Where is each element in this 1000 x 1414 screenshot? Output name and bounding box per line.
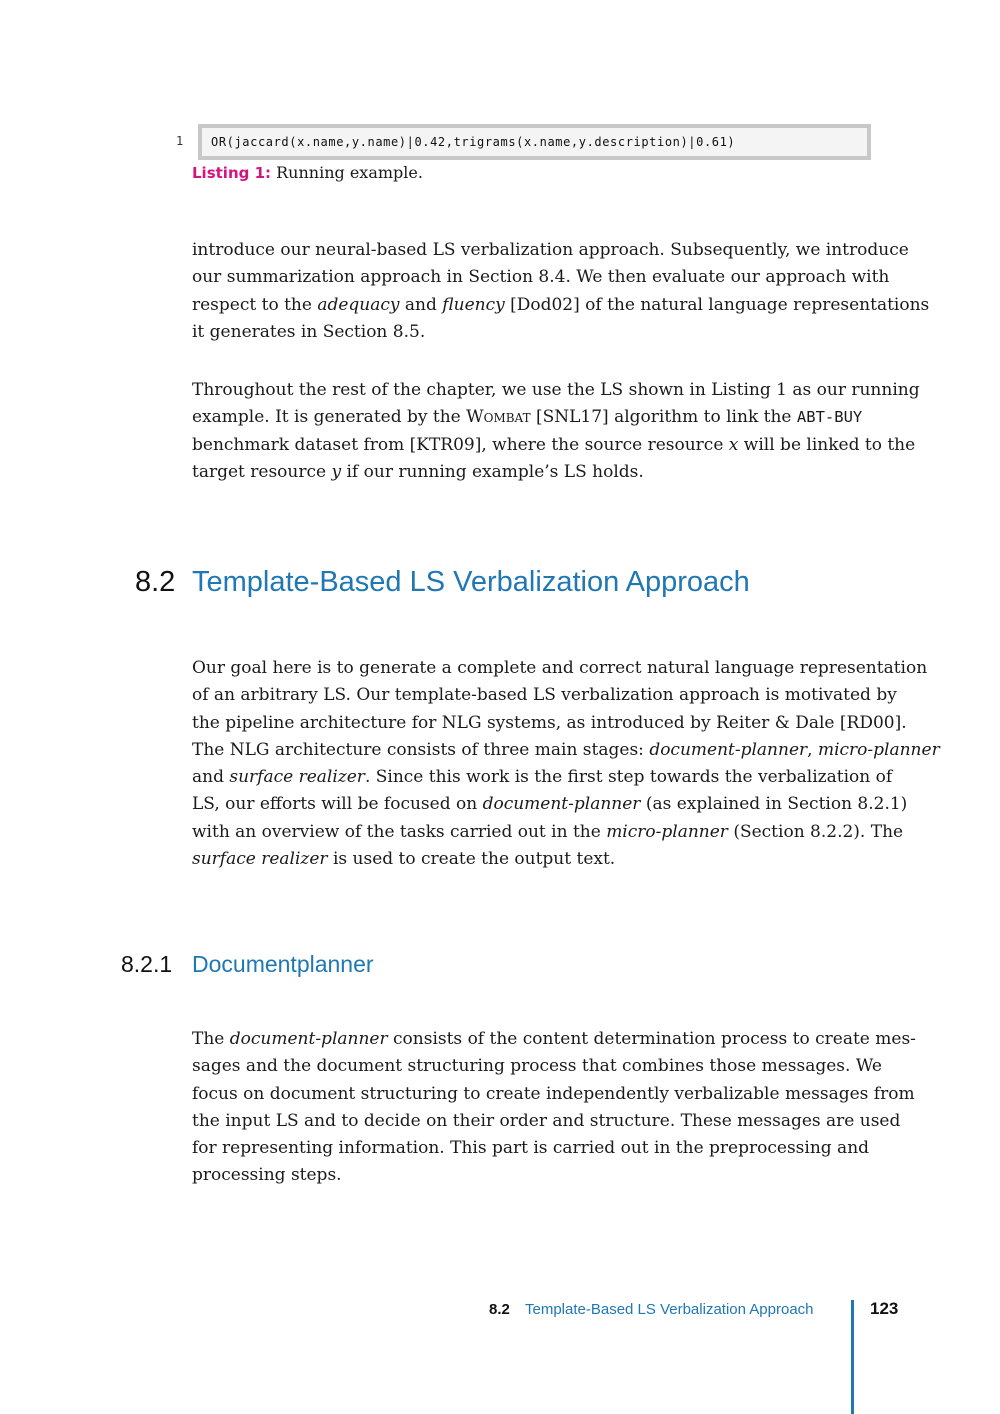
text-line: target resource y if our running example’s LS holds.: [192, 461, 644, 482]
emphasis: document-planner: [482, 794, 641, 815]
intro-paragraph-1: [192, 237, 930, 346]
math-variable: x: [728, 434, 739, 455]
text-line: and surface realizer. Since this work is the first step towards the verbalization of: [192, 767, 893, 788]
emphasis: document-planner: [649, 739, 808, 760]
section-number: 8.2: [135, 566, 176, 598]
text-line: Our goal here is to generate a complete and correct natural language representation: [192, 658, 928, 678]
page-number: 123: [870, 1299, 899, 1318]
text-line: respect to the adequacy and fluency [Dod02] of the natural language representations: [192, 294, 930, 315]
section-title: Template-Based LS Verbalization Approach: [192, 566, 750, 598]
emphasis: document-planner: [229, 1029, 388, 1049]
algorithm-name: Wombat: [466, 407, 531, 428]
listing-caption-label: Listing 1:: [192, 164, 272, 182]
text-line: surface realizer is used to create the output text.: [192, 849, 616, 870]
text-line: the input LS and to decide on their order and structure. These messages are used: [192, 1110, 901, 1131]
emphasis: fluency: [442, 294, 505, 315]
text-line: Throughout the rest of the chapter, we use the LS shown in Listing 1 as our running: [192, 380, 920, 400]
text-line: with an overview of the tasks carried out in the micro-planner (Section 8.2.2). The: [192, 821, 904, 842]
code-listing: [0, 124, 1000, 160]
text-line: sages and the document structuring process that combines those messages. We: [192, 1056, 882, 1077]
subsection-title: Documentplanner: [192, 951, 374, 977]
emphasis: micro-planner: [817, 739, 940, 760]
emphasis: adequacy: [317, 294, 400, 315]
subsection-number: 8.2.1: [121, 951, 173, 977]
listing-caption: [192, 163, 423, 182]
text-line: The document-planner consists of the content determination process to create mes-: [192, 1029, 916, 1049]
intro-paragraph-2: [192, 377, 920, 486]
dataset-name: ABT-BUY: [796, 408, 863, 427]
text-line: for representing information. This part is carried out in the preprocessing and: [192, 1138, 870, 1159]
footer-section-title: Template-Based LS Verbalization Approach: [525, 1301, 814, 1318]
section-paragraph: [192, 655, 940, 873]
text-line: it generates in Section 8.5.: [192, 321, 426, 342]
footer-section-number: 8.2: [489, 1301, 510, 1318]
text-line: LS, our efforts will be focused on document-planner (as explained in Section 8.2.1): [192, 794, 908, 815]
text-line: benchmark dataset from [KTR09], where the source resource x will be linked to the: [192, 434, 916, 455]
footer-rule: [851, 1300, 854, 1414]
emphasis: surface realizer: [192, 849, 328, 870]
text-line: the pipeline architecture for NLG systems, as introduced by Reiter & Dale [RD00].: [192, 712, 907, 733]
text-line: focus on document structuring to create independently verbalizable messages from: [192, 1083, 915, 1104]
emphasis: micro-planner: [606, 821, 728, 842]
text-line: example. It is generated by the Wombat [SNL17] algorithm to link the ABT-BUY: [192, 407, 863, 428]
emphasis: surface realizer: [229, 767, 365, 788]
math-variable: y: [331, 461, 342, 482]
text-line: of an arbitrary LS. Our template-based LS verbalization approach is motivated by: [192, 685, 897, 706]
text-line: introduce our neural-based LS verbalization approach. Subsequently, we introduce: [192, 240, 909, 260]
listing-caption-text: Running example.: [276, 163, 423, 182]
text-line: The NLG architecture consists of three main stages: document-planner, micro-planner: [192, 739, 940, 760]
code-line: OR(jaccard(x.name,y.name)|0.42,trigrams(x.name,y.description)|0.61): [198, 124, 871, 160]
text-line: processing steps.: [192, 1165, 342, 1186]
code-line-number: 1: [176, 134, 184, 148]
text-line: our summarization approach in Section 8.4. We then evaluate our approach with: [192, 267, 890, 288]
subsection-paragraph: [192, 1026, 916, 1190]
